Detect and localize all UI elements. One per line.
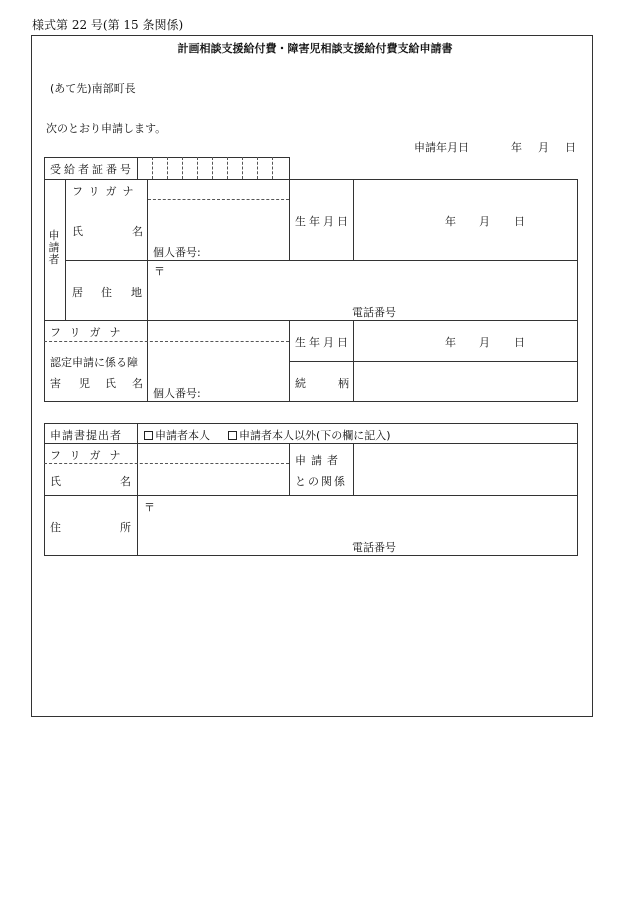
child-birth-year-unit: 年 <box>445 336 456 349</box>
submitter-label: 申請書提出者 <box>50 429 122 442</box>
applicant-name-label-2: 名 <box>132 225 143 238</box>
application-date-day-unit: 日 <box>565 141 576 154</box>
applicant-address-field[interactable] <box>149 262 575 318</box>
application-date-month-unit: 月 <box>538 141 549 154</box>
submitter-other-checkbox[interactable] <box>228 431 237 440</box>
applicant-name-label-1: 氏 <box>72 225 83 238</box>
application-date-label: 申請年月日 <box>414 141 469 154</box>
applicant-postal-mark: 〒 <box>154 265 165 278</box>
child-relationship-field[interactable] <box>355 363 575 400</box>
child-name-label-a: 害 <box>50 377 61 390</box>
applicant-name-field[interactable] <box>149 203 287 241</box>
submitter-postal-mark: 〒 <box>144 501 155 514</box>
submitter-name-field[interactable] <box>139 465 287 493</box>
recipient-number-field[interactable] <box>138 158 288 178</box>
submitter-relation-field[interactable] <box>355 445 575 493</box>
applicant-phone-label: 電話番号 <box>352 306 396 319</box>
applicant-birth-month-unit: 月 <box>479 215 490 228</box>
submitter-phone-label: 電話番号 <box>352 541 396 554</box>
submitter-relation-label-line2: との関係 <box>295 475 347 488</box>
applicant-address-label-3: 地 <box>131 286 142 299</box>
child-birthdate-field[interactable] <box>355 322 575 360</box>
addressee: (あて先)南部町長 <box>50 82 136 95</box>
child-relationship-label-2: 柄 <box>338 377 349 390</box>
submitter-option-self[interactable] <box>144 427 210 443</box>
submitter-option-other[interactable] <box>228 427 391 443</box>
submitter-self-checkbox[interactable] <box>144 431 153 440</box>
child-personal-number-label: 個人番号: <box>153 387 201 400</box>
child-birth-day-unit: 日 <box>514 336 525 349</box>
submitter-relation-label-line1: 申請者 <box>295 454 343 467</box>
submitter-furigana-field[interactable] <box>139 445 287 461</box>
applicant-birth-year-unit: 年 <box>445 215 456 228</box>
child-name-label-line1: 認定申請に係る障 <box>50 356 138 369</box>
recipient-number-label: 受給者証番号 <box>50 163 134 176</box>
form-reference: 様式第 22 号(第 15 条関係) <box>32 18 184 32</box>
applicant-birth-day-unit: 日 <box>514 215 525 228</box>
intro-text: 次のとおり申請します。 <box>46 122 167 135</box>
form-title: 計画相談支援給付費・障害児相談支援給付費支給申請書 <box>177 42 453 55</box>
child-birth-month-unit: 月 <box>479 336 490 349</box>
child-name-label-c: 氏 <box>105 377 116 390</box>
child-furigana-field[interactable] <box>149 322 287 339</box>
submitter-address-label-2: 所 <box>120 521 131 534</box>
submitter-option-other-text: 申請者本人以外(下の欄に記入) <box>239 429 391 442</box>
applicant-furigana-label: フリガナ <box>72 185 140 198</box>
submitter-name-label-2: 名 <box>120 475 131 488</box>
submitter-option-self-text: 申請者本人 <box>155 429 210 442</box>
applicant-personal-number-label: 個人番号: <box>153 246 201 259</box>
child-name-field[interactable] <box>149 343 287 400</box>
child-name-label-d: 名 <box>132 377 143 390</box>
submitter-address-field[interactable] <box>139 497 575 553</box>
application-date-year-unit: 年 <box>511 141 522 154</box>
submitter-furigana-label: フリガナ <box>50 449 130 462</box>
applicant-furigana-field[interactable] <box>149 181 287 197</box>
applicant-address-label-2: 住 <box>101 286 112 299</box>
submitter-address-label-1: 住 <box>50 521 61 534</box>
child-birthdate-label: 生年月日 <box>295 336 351 349</box>
applicant-birthdate-field[interactable] <box>355 181 575 258</box>
child-relationship-label-1: 続 <box>295 377 306 390</box>
submitter-name-label-1: 氏 <box>50 475 61 488</box>
applicant-section-label: 申請者 <box>48 229 60 266</box>
child-furigana-label: フリガナ <box>50 326 130 339</box>
child-name-label-b: 児 <box>79 377 90 390</box>
applicant-birthdate-label: 生年月日 <box>295 215 351 228</box>
applicant-address-label-1: 居 <box>72 286 83 299</box>
